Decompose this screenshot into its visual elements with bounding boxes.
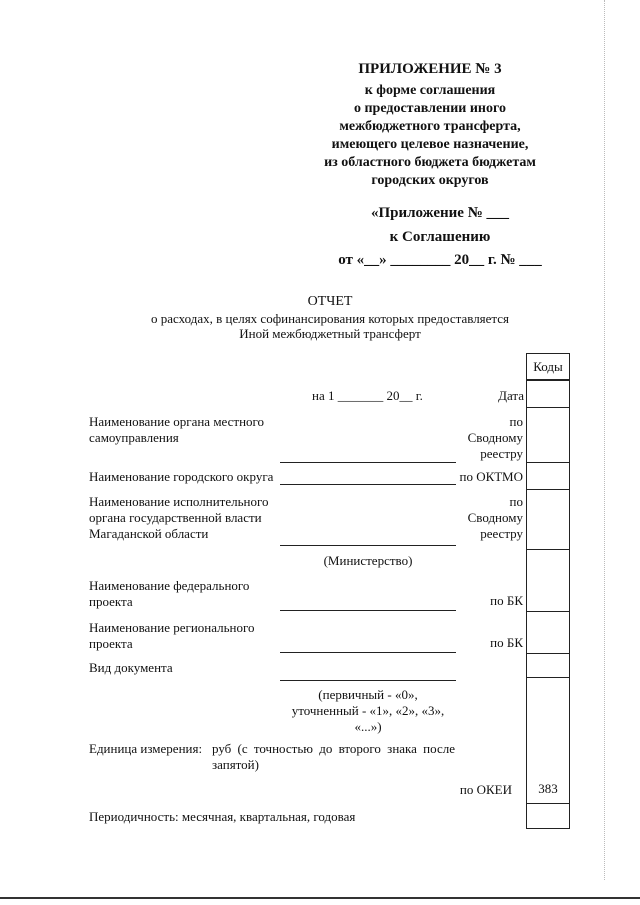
code-cell-federal-project[interactable] bbox=[527, 550, 569, 612]
doc-type-hint: (первичный - «0», уточненный - «1», «2», «3», «...») bbox=[291, 687, 445, 734]
local-authority-label: Наименование органа местного самоуправления bbox=[89, 414, 265, 445]
code-cell-executive-body[interactable] bbox=[527, 490, 569, 550]
local-authority-code-label: по Сводному реестру bbox=[467, 414, 523, 461]
federal-project-code-label: по БК bbox=[490, 593, 523, 608]
appendix-line-4: имеющего целевое назначение, bbox=[331, 137, 529, 152]
ministry-hint: (Министерство) bbox=[323, 553, 413, 568]
codes-header-cell bbox=[527, 354, 569, 381]
federal-project-input-line[interactable] bbox=[280, 610, 456, 611]
city-district-label: Наименование городского округа bbox=[89, 469, 274, 484]
report-subtitle-2: Иной межбюджетный трансферт bbox=[239, 326, 421, 341]
code-cell-doc-type[interactable] bbox=[527, 654, 569, 678]
code-cell-date[interactable] bbox=[527, 381, 569, 408]
report-date-line: на 1 _______ 20__ г. bbox=[312, 388, 423, 403]
appendix-title: ПРИЛОЖЕНИЕ № 3 bbox=[358, 61, 502, 77]
codes-column bbox=[526, 353, 570, 829]
appendix-line-5: из областного бюджета бюджетам bbox=[324, 155, 536, 170]
executive-body-label: Наименование исполнительного органа государственной власти Магаданской области bbox=[89, 494, 269, 541]
code-cell-oktmo[interactable] bbox=[527, 463, 569, 490]
agreement-to: к Соглашению bbox=[389, 229, 491, 245]
executive-body-input-line[interactable] bbox=[280, 545, 456, 546]
agreement-date: от «__» ________ 20__ г. № ___ bbox=[338, 252, 542, 268]
appendix-line-1: к форме соглашения bbox=[364, 83, 496, 98]
doc-type-label: Вид документа bbox=[89, 660, 173, 675]
regional-project-code-label: по БК bbox=[490, 635, 523, 650]
appendix-line-2: о предоставлении иного bbox=[353, 101, 506, 116]
code-cell-okei bbox=[527, 678, 569, 804]
okei-value: 383 bbox=[538, 781, 558, 796]
report-title: ОТЧЕТ bbox=[307, 294, 353, 309]
appendix-line-3: межбюджетного трансферта, bbox=[339, 119, 521, 134]
appendix-line-6: городских округов bbox=[371, 173, 489, 188]
code-cell-local-authority[interactable] bbox=[527, 408, 569, 463]
regional-project-input-line[interactable] bbox=[280, 652, 456, 653]
doc-type-input-line[interactable] bbox=[280, 680, 456, 681]
periodicity: Периодичность: месячная, квартальная, годовая bbox=[89, 809, 356, 824]
codes-header: Коды bbox=[533, 359, 563, 374]
unit-value: руб (с точностью до второго знака после запятой) bbox=[212, 741, 455, 772]
unit-label: Единица измерения: bbox=[89, 741, 203, 756]
federal-project-label: Наименование федерального проекта bbox=[89, 578, 250, 609]
code-cell-regional-project[interactable] bbox=[527, 612, 569, 654]
oktmo-label: по ОКТМО bbox=[459, 469, 523, 484]
report-subtitle-1: о расходах, в целях софинансирования которых предоставляется bbox=[150, 311, 510, 326]
date-label: Дата bbox=[498, 388, 524, 403]
agreement-appendix: «Приложение № ___ bbox=[370, 205, 510, 221]
city-district-input-line[interactable] bbox=[280, 484, 456, 485]
executive-body-code-label: по Сводному реестру bbox=[467, 494, 523, 541]
regional-project-label: Наименование регионального проекта bbox=[89, 620, 255, 651]
okei-label: по ОКЕИ bbox=[459, 782, 512, 797]
page-bottom-edge bbox=[0, 897, 640, 899]
page-fold-line bbox=[604, 0, 605, 880]
local-authority-input-line[interactable] bbox=[280, 462, 456, 463]
